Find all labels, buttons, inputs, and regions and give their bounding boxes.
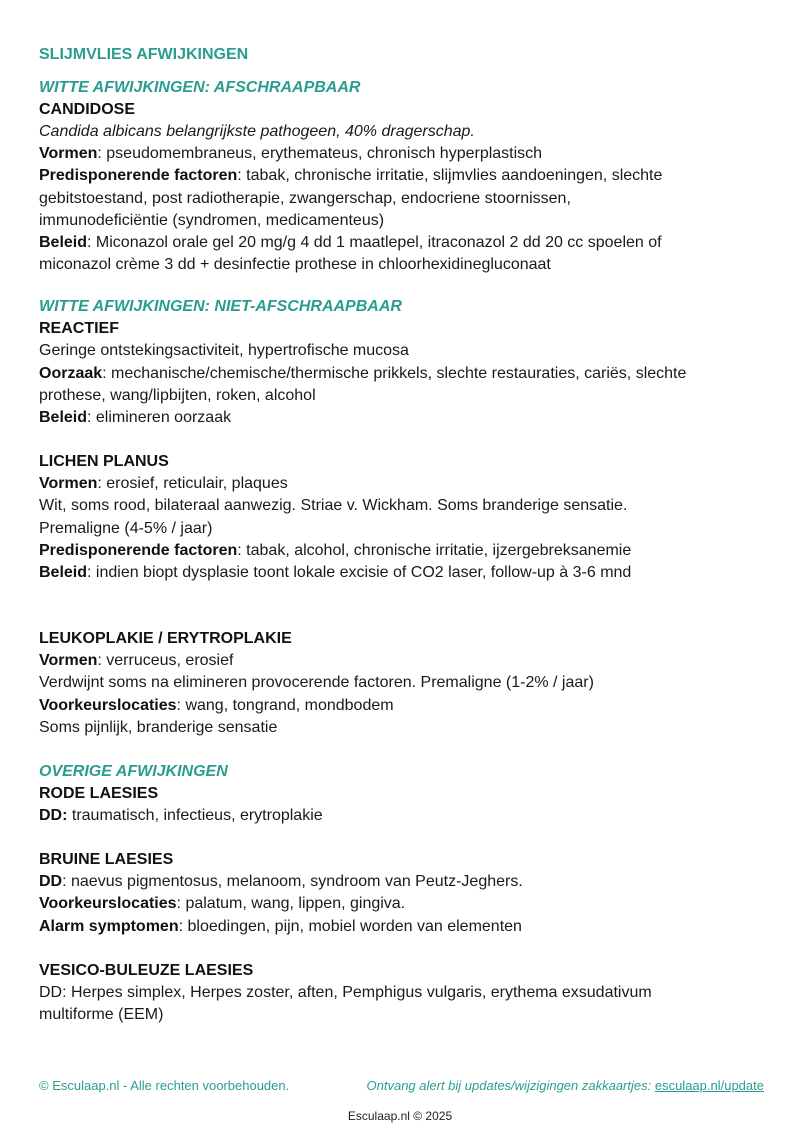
- footer-alert: [367, 1078, 764, 1094]
- label: Alarm symptomen: [39, 917, 179, 935]
- text: : pseudomembraneus, erythemateus, chronisch hyperplastisch: [97, 145, 543, 163]
- bruine-dd: [39, 871, 764, 893]
- lichen-premaligne: Premaligne (4-5% / jaar): [39, 519, 213, 537]
- label: Predisponerende factoren: [39, 167, 238, 185]
- entry-title-lichen-planus: LICHEN PLANUS: [39, 453, 169, 471]
- lichen-factoren: [39, 540, 764, 562]
- section-heading: WITTE AFWIJKINGEN: NIET-AFSCHRAAPBAAR: [39, 298, 402, 316]
- label: DD:: [39, 807, 68, 825]
- entry-title-candidose: CANDIDOSE: [39, 101, 136, 118]
- candidose-factoren: [39, 165, 764, 187]
- candidose-intro: Candida albicans belangrijkste pathogeen, 40% dragerschap.: [39, 123, 475, 140]
- text: : bloedingen, pijn, mobiel worden van elementen: [178, 917, 522, 935]
- footer-alert-text: Ontvang alert bij updates/wijzigingen zakkaartjes:: [366, 1078, 655, 1093]
- leuko-vormen: [39, 650, 764, 672]
- entry-title-bruine-laesies: BRUINE LAESIES: [39, 851, 174, 869]
- entry-title-rode-laesies: RODE LAESIES: [39, 785, 159, 803]
- candidose-beleid: [39, 232, 764, 254]
- label: Vormen: [39, 475, 98, 493]
- footer-copyright: © Esculaap.nl - Alle rechten voorbehouden.: [39, 1078, 290, 1093]
- page-title: SLIJMVLIES AFWIJKINGEN: [39, 46, 249, 63]
- vesico-dd: DD: Herpes simplex, Herpes zoster, aften, Pemphigus vulgaris, erythema exsudativum: [39, 983, 652, 1001]
- reactief-desc: Geringe ontstekingsactiviteit, hypertrofische mucosa: [39, 342, 409, 360]
- reactief-oorzaak: [39, 363, 764, 385]
- bruine-alarm: [39, 916, 764, 938]
- candidose-vormen: [39, 143, 764, 165]
- lichen-vormen: [39, 473, 764, 495]
- label: Voorkeurslocaties: [39, 895, 177, 913]
- text: : elimineren oorzaak: [87, 409, 232, 427]
- label: DD: [39, 873, 63, 891]
- page-bottom-copyright: Esculaap.nl © 2025: [347, 1109, 453, 1123]
- label: Predisponerende factoren: [39, 541, 238, 559]
- label: Vormen: [39, 145, 98, 163]
- candidose-beleid-cont: miconazol crème 3 dd + desinfectie prothese in chloorhexidinegluconaat: [39, 256, 551, 274]
- label: Voorkeurslocaties: [39, 696, 177, 714]
- entry-title-reactief: REACTIEF: [39, 320, 119, 338]
- leuko-note: Soms pijnlijk, branderige sensatie: [39, 718, 278, 736]
- text: traumatisch, infectieus, erytroplakie: [67, 807, 323, 825]
- label: Beleid: [39, 234, 88, 252]
- section-heading: WITTE AFWIJKINGEN: AFSCHRAAPBAAR: [39, 79, 361, 96]
- label: Beleid: [39, 564, 88, 582]
- candidose-factoren-cont: immunodeficiëntie (syndromen, medicamenteus): [39, 211, 385, 229]
- section-witte-afschraapbaar: [39, 77, 764, 276]
- text: : erosief, reticulair, plaques: [97, 475, 288, 493]
- entry-title-vesico-buleuze: VESICO-BULEUZE LAESIES: [39, 961, 254, 979]
- label: Vormen: [39, 652, 98, 670]
- document-body: [39, 45, 764, 1026]
- section-witte-niet-afschraapbaar: [39, 296, 764, 739]
- text: : Miconazol orale gel 20 mg/g 4 dd 1 maatlepel, itraconazol 2 dd 20 cc spoelen of: [87, 234, 662, 252]
- reactief-oorzaak-cont: prothese, wang/lipbijten, roken, alcohol: [39, 386, 316, 404]
- lichen-desc: Wit, soms rood, bilateraal aanwezig. Striae v. Wickham. Soms branderige sensatie.: [39, 497, 628, 515]
- lichen-beleid: [39, 562, 764, 584]
- vesico-dd-cont: multiforme (EEM): [39, 1006, 164, 1024]
- leuko-locaties: [39, 695, 764, 717]
- text: : indien biopt dysplasie toont lokale excisie of CO2 laser, follow-up à 3-6 mnd: [87, 564, 632, 582]
- section-heading: OVERIGE AFWIJKINGEN: [39, 763, 228, 781]
- text: : palatum, wang, lippen, gingiva.: [176, 895, 406, 913]
- text: : tabak, alcohol, chronische irritatie, ijzergebreksanemie: [237, 541, 632, 559]
- rode-dd: [39, 805, 764, 827]
- label: Beleid: [39, 409, 88, 427]
- text: : wang, tongrand, mondbodem: [176, 696, 394, 714]
- text: : mechanische/chemische/thermische prikkels, slechte restauraties, cariës, slechte: [102, 364, 687, 382]
- reactief-beleid: [39, 407, 764, 429]
- text: : verruceus, erosief: [97, 652, 234, 670]
- section-overige: [39, 761, 764, 1026]
- entry-title-leukoplakie: LEUKOPLAKIE / ERYTROPLAKIE: [39, 630, 292, 648]
- text: : tabak, chronische irritatie, slijmvlies aandoeningen, slechte: [237, 167, 663, 185]
- bruine-locaties: [39, 893, 764, 915]
- leuko-desc: Verdwijnt soms na elimineren provocerende factoren. Premaligne (1-2% / jaar): [39, 674, 594, 692]
- candidose-factoren-cont: gebitstoestand, post radiotherapie, zwangerschap, endocriene stoornissen,: [39, 189, 571, 207]
- text: : naevus pigmentosus, melanoom, syndroom van Peutz-Jeghers.: [62, 873, 523, 891]
- update-link[interactable]: esculaap.nl/update: [654, 1078, 764, 1093]
- label: Oorzaak: [39, 364, 103, 382]
